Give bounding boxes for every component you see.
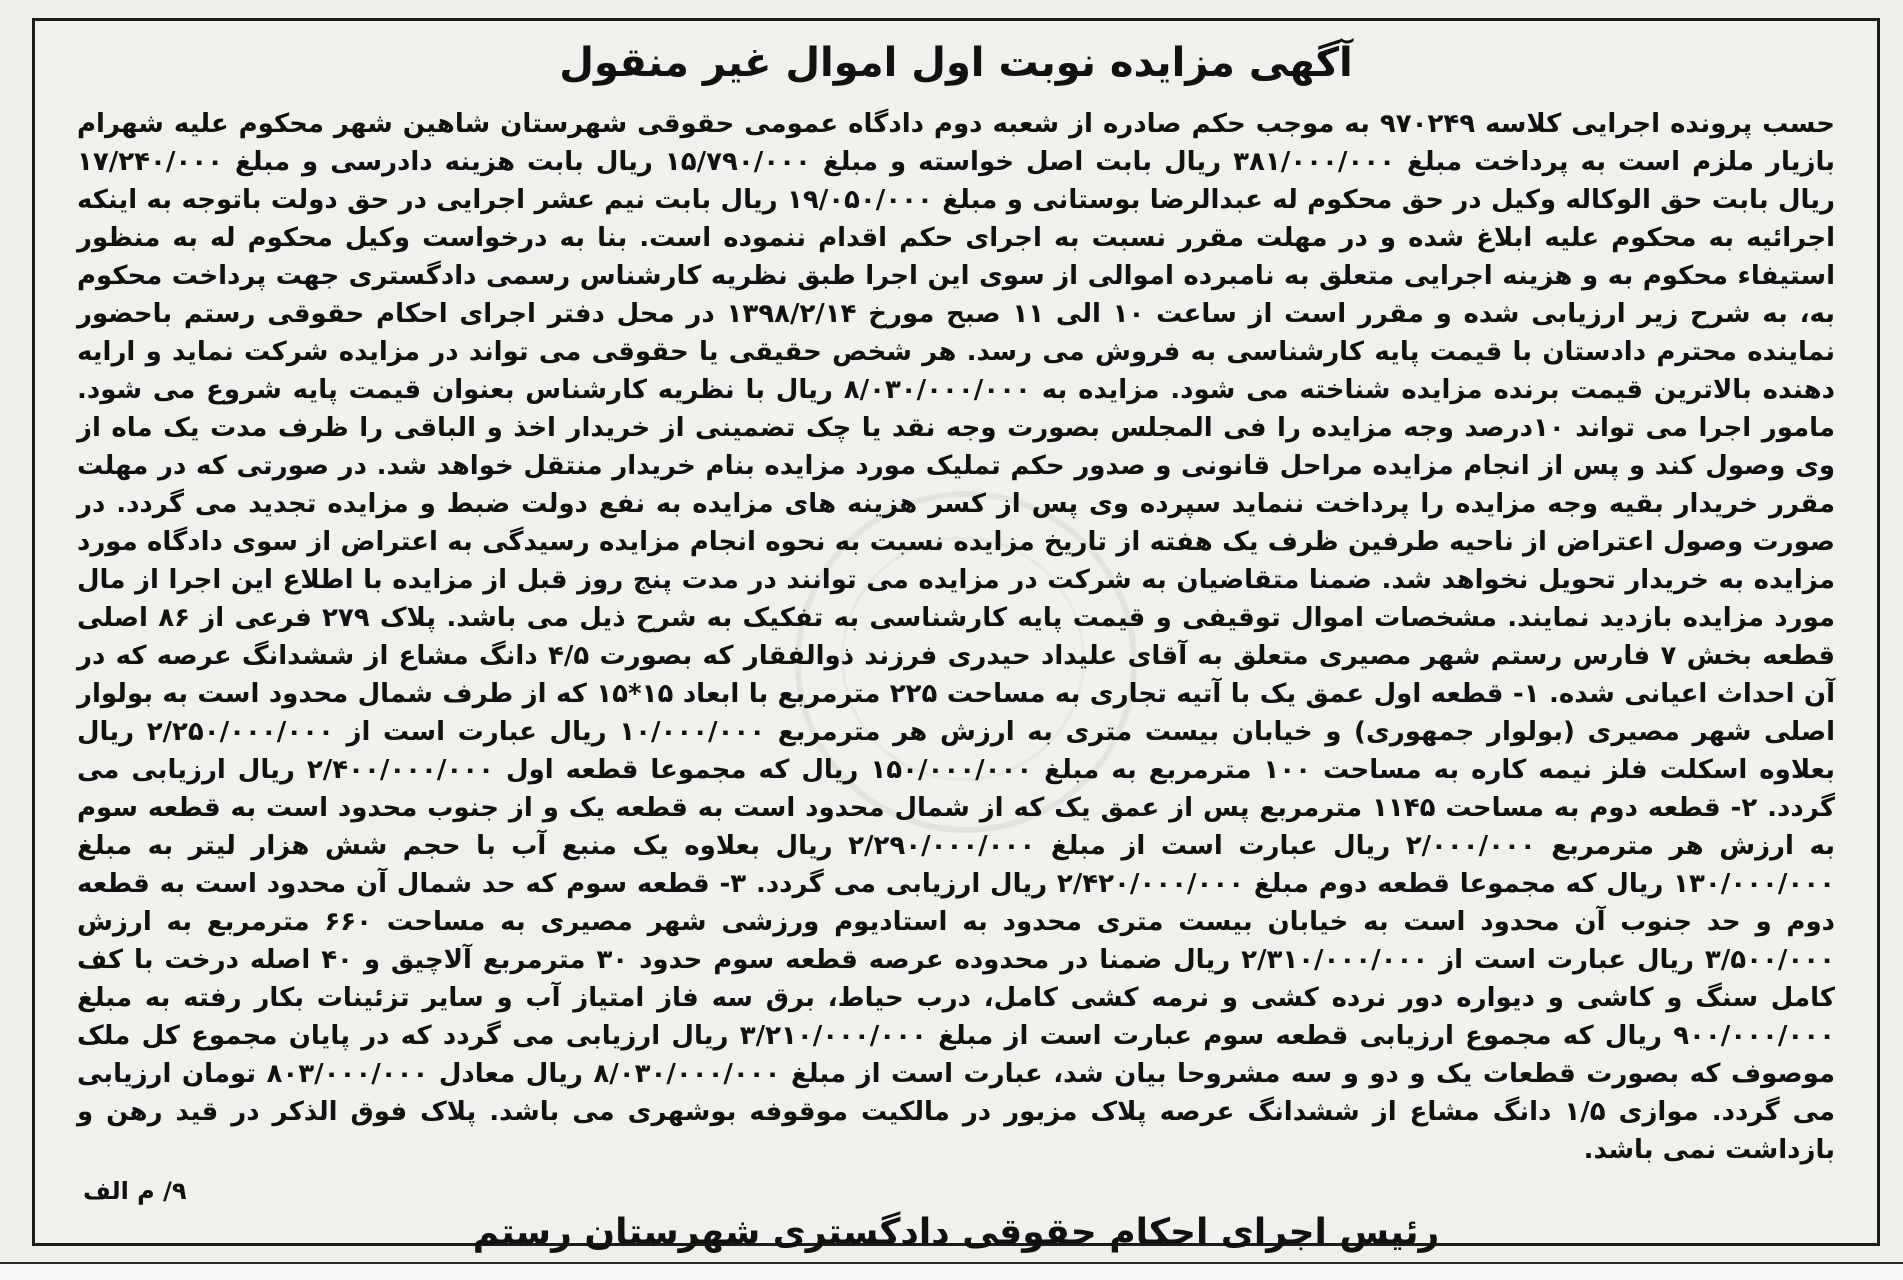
page-bottom-rule — [0, 1262, 1903, 1280]
notice-body: حسب پرونده اجرایی کلاسه ۹۷۰۲۴۹ به موجب حکم صادره از شعبه دوم دادگاه عمومی حقوقی شهرستان شاهین شهر محکوم علیه شهرام بازیار ملزم است به پرداخت مبلغ ۳۸۱/۰۰۰/۰۰۰ ریال بابت اصل خواسته و مبلغ ۱۵/۷۹۰/۰۰۰ ریال بابت هزینه دادرسی و مبلغ ۱۷/۲۴۰/۰۰۰ ریال بابت حق الوکاله وکیل در حق محکوم له عبدالرضا بوستانی و مبلغ ۱۹/۰۵۰/۰۰۰ ریال بابت نیم عشر اجرایی در حق دولت باتوجه به اینکه اجرائیه به محکوم علیه ابلاغ شده و در مهلت مقرر نسبت به اجرای حکم اقدام ننموده است. بنا به درخواست وکیل محکوم له به منظور استیفاء محکوم به و هزینه اجرایی متعلق به نامبرده اموالی از سوی این اجرا طبق نظریه کارشناس رسمی دادگستری جهت پرداخت محکوم به، به شرح زیر ارزیابی شده و مقرر است از ساعت ۱۰ الی ۱۱ صبح مورخ ۱۳۹۸/۲/۱۴ در محل دفتر اجرای احکام حقوقی رستم باحضور نماینده محترم دادستان با قیمت پایه کارشناسی به فروش می رسد. هر شخص حقیقی یا حقوقی می تواند در مزایده شرکت نماید و ارایه دهنده بالاترین قیمت برنده مزایده شناخته می شود. مزایده به ۸/۰۳۰/۰۰۰/۰۰۰ ریال با نظریه کارشناس بعنوان قیمت پایه شروع می شود. مامور اجرا می تواند ۱۰درصد وجه مزایده را فی المجلس بصورت وجه نقد یا چک تضمینی از خریدار اخذ و الباقی را ظرف مدت یک ماه از وی وصول کند و پس از انجام مزایده مراحل قانونی و صدور حکم تملیک مورد مزایده بنام خریدار منتقل خواهد شد. در صورتی که در مهلت مقرر خریدار بقیه وجه مزایده را پرداخت ننماید سپرده وی پس از کسر هزینه های مزایده به نفع دولت ضبط و مزایده تجدید می گردد. در صورت وصول اعتراض از ناحیه طرفین ظرف یک هفته از تاریخ مزایده نسبت به نحوه انجام مزایده رسیدگی به اعتراض از سوی دادگاه مورد مزایده به خریدار تحویل نخواهد شد. ضمنا متقاضیان به شرکت در مزایده می توانند در مدت پنج روز قبل از مزایده با اطلاع این اجرا از مال مورد مزایده بازدید نمایند. مشخصات اموال توقیفی و قیمت پایه کارشناسی به تفکیک به شرح ذیل می باشد. پلاک ۲۷۹ فرعی از ۸۶ اصلی قطعه بخش ۷ فارس رستم شهر مصیری متعلق به آقای علیداد حیدری فرزند ذوالفقار که بصورت ۴/۵ دانگ مشاع از ششدانگ عرصه که در آن احداث اعیانی شده. ۱- قطعه اول عمق یک با آتیه تجاری به مساحت ۲۲۵ مترمربع با ابعاد ۱۵*۱۵ که از طرف شمال محدود است به بولوار اصلی شهر مصیری (بولوار جمهوری) و خیابان بیست متری به ارزش هر مترمربع ۱۰/۰۰۰/۰۰۰ ریال عبارت است از ۲/۲۵۰/۰۰۰/۰۰۰ ریال بعلاوه اسکلت فلز نیمه کاره به مساحت ۱۰۰ مترمربع به مبلغ ۱۵۰/۰۰۰/۰۰۰ ریال که مجموعا قطعه اول ۲/۴۰۰/۰۰۰/۰۰۰ ریال ارزیابی می گردد. ۲- قطعه دوم به مساحت ۱۱۴۵ مترمربع پس از عمق یک که از شمال محدود است به قطعه یک و از جنوب محدود است به قطعه سوم به ارزش هر مترمربع ۲/۰۰۰/۰۰۰ ریال عبارت است از مبلغ ۲/۲۹۰/۰۰۰/۰۰۰ ریال بعلاوه یک منبع آب با حجم شش هزار لیتر به مبلغ ۱۳۰/۰۰۰/۰۰۰ ریال که مجموعا قطعه دوم مبلغ ۲/۴۲۰/۰۰۰/۰۰۰ ریال ارزیابی می گردد. ۳- قطعه سوم که حد شمال آن محدود است به قطعه دوم و حد جنوب آن محدود است به خیابان بیست متری محدود به استادیوم ورزشی شهر مصیری به مساحت ۶۶۰ مترمربع به ارزش ۳/۵۰۰/۰۰۰ ریال عبارت است از ۲/۳۱۰/۰۰۰/۰۰۰ ریال ضمنا در محدوده عرصه قطعه سوم حدود ۳۰ مترمربع آلاچیق و ۴۰ اصله درخت با کف کامل سنگ و کاشی و دیواره دور نرده کشی و نرمه کشی کامل، درب حیاط، برق سه فاز امتیاز آب و سایر تزئینات بکار رفته به مبلغ ۹۰۰/۰۰۰/۰۰۰ ریال که مجموع ارزیابی قطعه سوم عبارت است از مبلغ ۳/۲۱۰/۰۰۰/۰۰۰ ریال ارزیابی می گردد که در پایان مجموع کل ملک موصوف که بصورت قطعات یک و دو و سه مشروحا بیان شد، عبارت است از مبلغ ۸/۰۳۰/۰۰۰/۰۰۰ ریال معادل ۸۰۳/۰۰۰/۰۰۰ تومان ارزیابی می گردد. موازی ۱/۵ دانگ مشاع از ششدانگ عرصه پلاک مزبور در مالکیت موقوفه بوشهری می باشد. پلاک فوق الذکر در قید رهن و بازداشت نمی باشد. — [77, 109, 1836, 1165]
auction-notice — [32, 18, 1880, 1253]
notice-reference: ۹/ م الف — [83, 1177, 187, 1205]
notice-signature: رئیس اجرای احکام حقوقی دادگستری شهرستان رستم — [472, 1212, 1440, 1253]
notice-title: آگهی مزایده نوبت اول اموال غیر منقول — [559, 40, 1353, 86]
